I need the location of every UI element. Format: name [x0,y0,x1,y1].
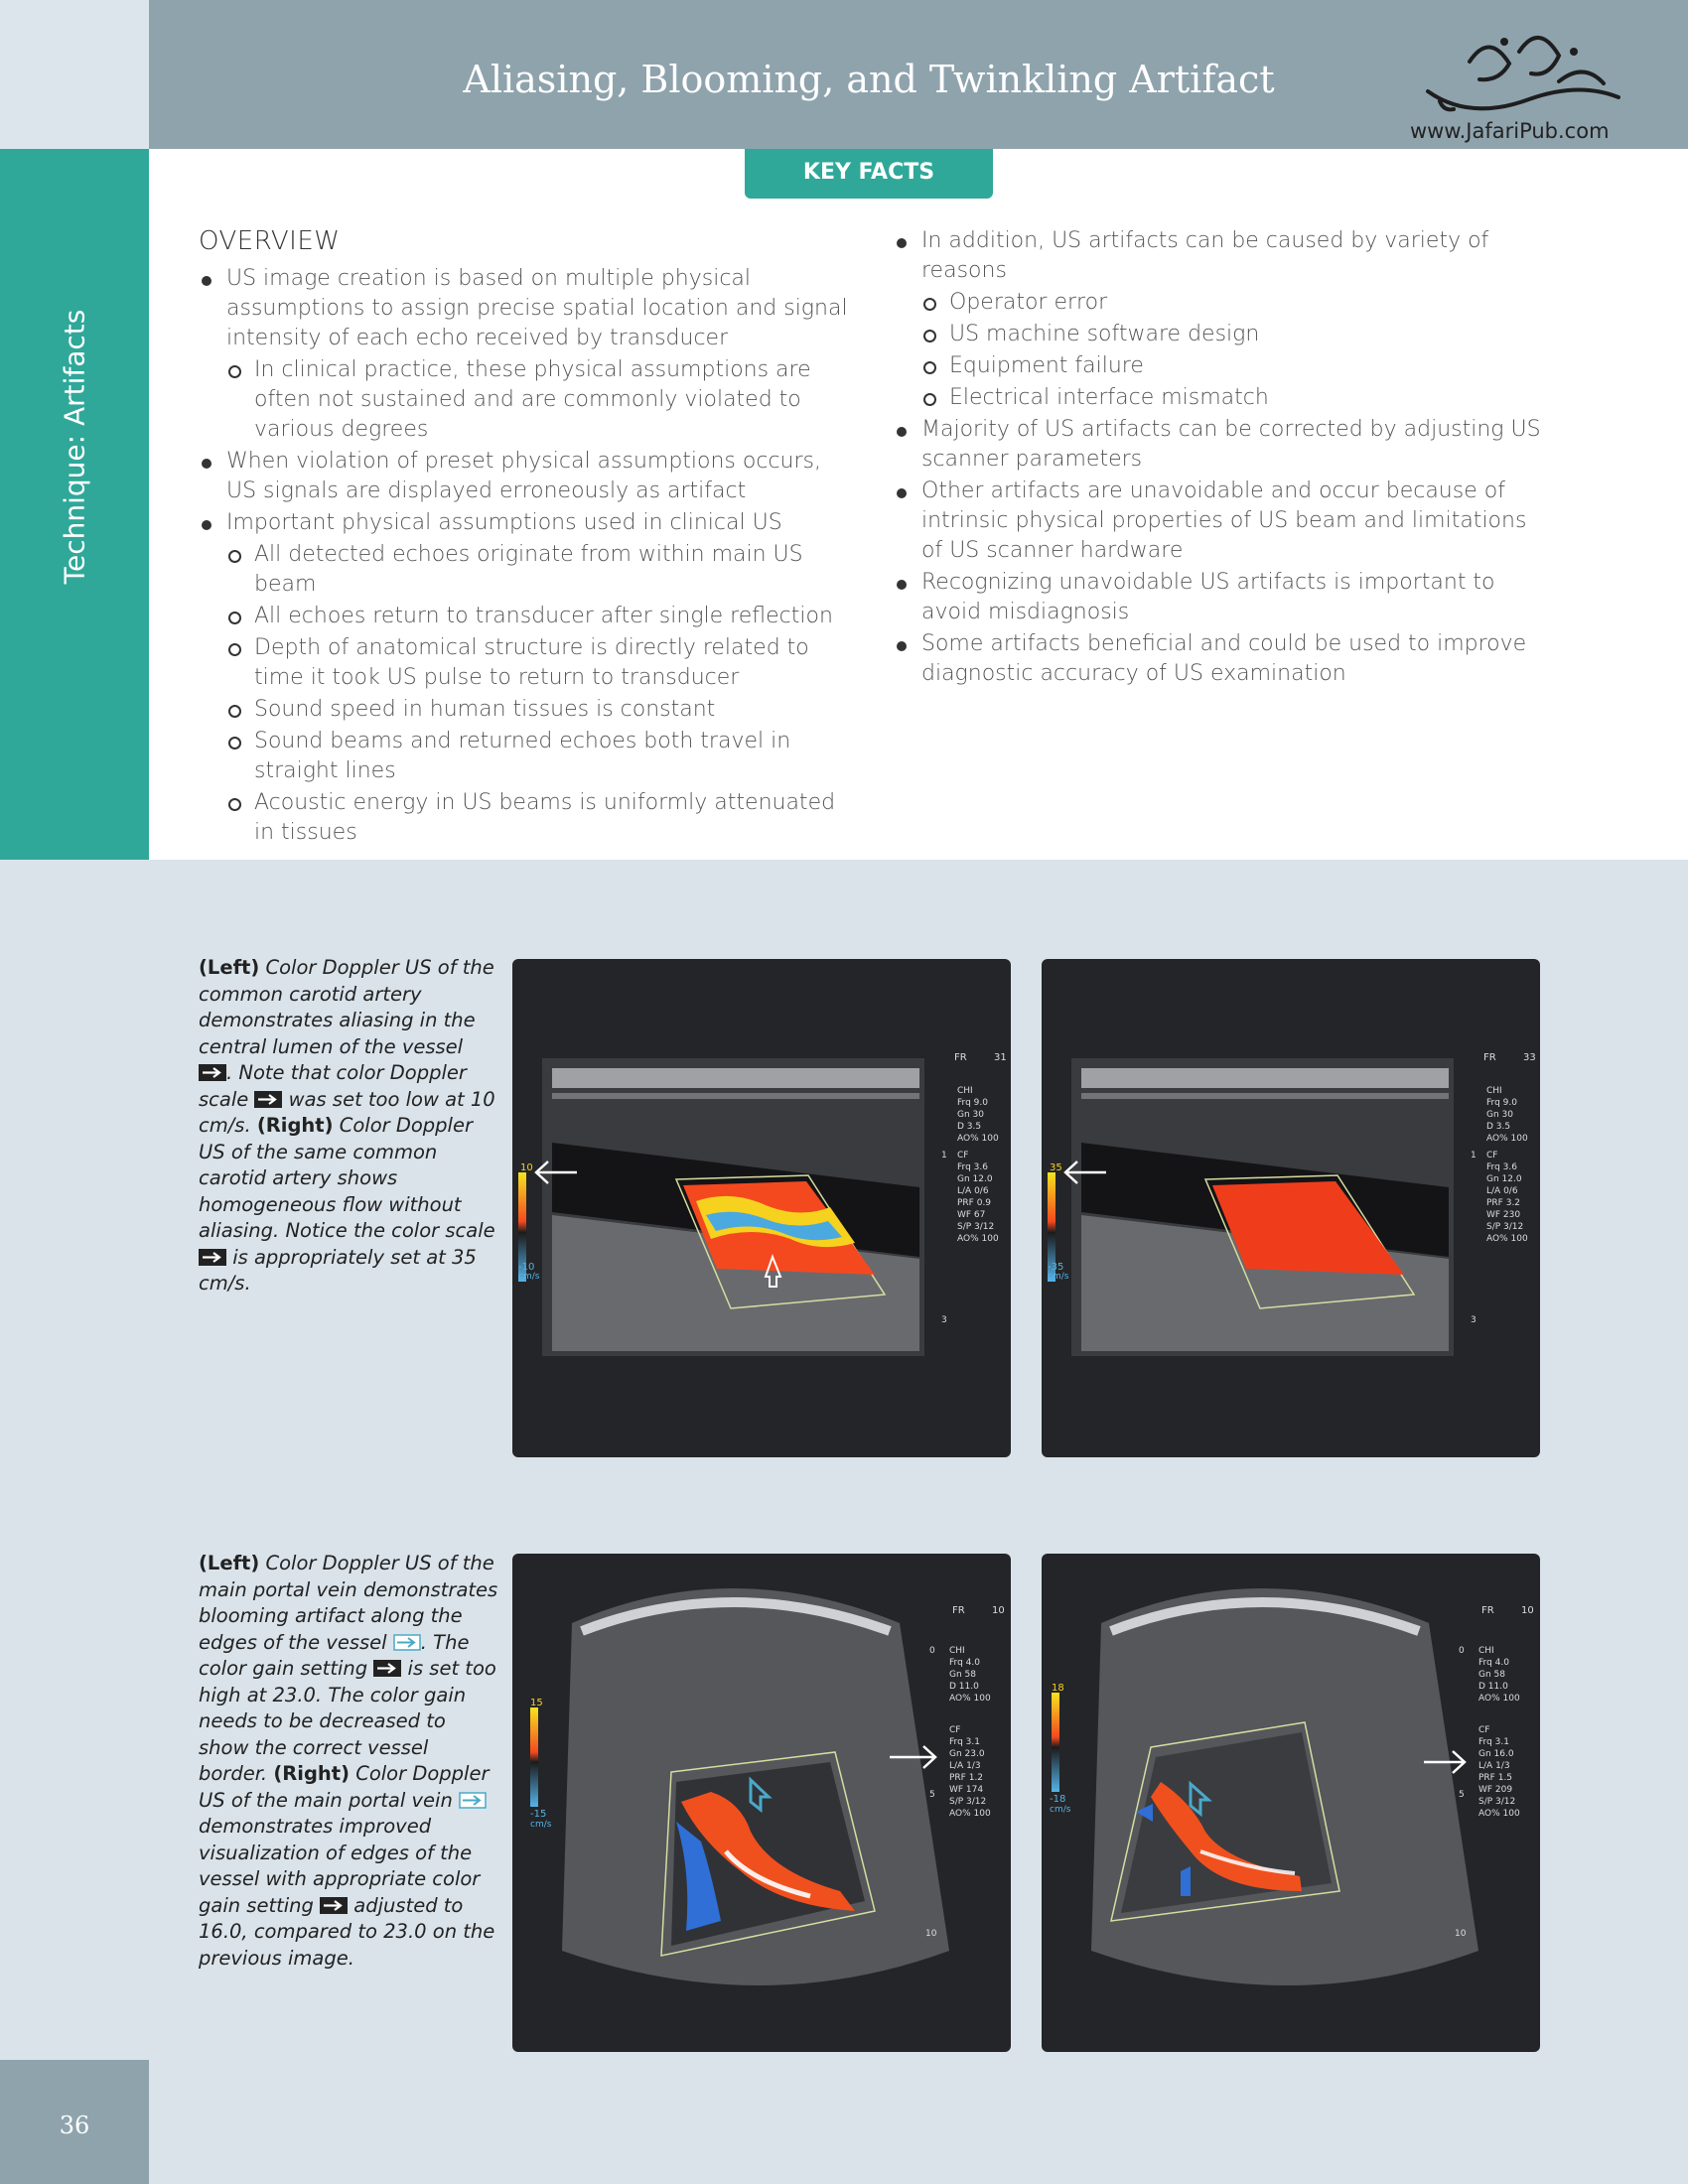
depth-marker: 1 [941,1151,947,1160]
caption-text: Color Doppler US of the main portal vein [199,1762,490,1812]
color-scale-bottom: -10 [518,1262,535,1273]
color-scale-top: 10 [520,1162,533,1173]
svg-text:Gn 30: Gn 30 [957,1110,984,1120]
open-arrow-marker-icon [459,1792,487,1809]
svg-text:PRF 3.2: PRF 3.2 [1486,1198,1521,1208]
key-facts-badge: KEY FACTS [745,149,993,199]
svg-text:CF: CF [957,1151,969,1160]
depth-marker: 10 [925,1929,937,1939]
arrow-marker-icon [199,1064,226,1081]
caption-text: demonstrates improved visualization of edges of the vessel with appropriate color gain setting [199,1815,481,1917]
svg-text:CF: CF [1486,1151,1498,1160]
caption-left-tag: (Left) [199,956,260,979]
color-scale-bottom: -18 [1050,1794,1066,1805]
frame-rate-value: 10 [992,1605,1005,1616]
color-scale-unit: cm/s [1050,1805,1071,1815]
figure-1-caption [199,955,496,1297]
svg-text:AO% 100: AO% 100 [957,1134,999,1144]
svg-text:L/A 1/3: L/A 1/3 [1478,1761,1510,1771]
list-item-text: US image creation is based on multiple physical assumptions to assign precise spatial location and signal intensity of each echo received by transducer [226,266,848,350]
caption-text: Color Doppler US of the same common carotid artery shows homogeneous flow without aliasing. Notice the color scale [199,1114,495,1242]
svg-text:S/P 3/12: S/P 3/12 [957,1222,995,1232]
page-title: Aliasing, Blooming, and Twinkling Artifact [463,58,1275,101]
arrow-marker-icon [373,1660,401,1677]
svg-text:Gn 23.0: Gn 23.0 [949,1749,985,1759]
svg-text:Gn 58: Gn 58 [1478,1670,1505,1680]
color-scale-top: 15 [530,1698,543,1708]
list-subitem: Sound speed in human tissues is constant [226,695,854,725]
caption-text: is appropriately set at 35 cm/s. [199,1245,477,1295]
list-item [894,226,1549,413]
list-item: Other artifacts are unavoidable and occur because of intrinsic physical properties of US beam and limitations of US scanner hardware [894,477,1549,566]
svg-text:D 3.5: D 3.5 [957,1122,982,1132]
arrow-marker-icon [199,1249,226,1266]
svg-text:CHI: CHI [957,1086,973,1096]
ultrasound-portal-vein-improved [1042,1554,1540,2052]
frame-rate-label: FR [952,1605,965,1616]
scanner-parameters [949,1646,991,1819]
list-subitem: Acoustic energy in US beams is uniformly attenuated in tissues [226,788,854,848]
svg-text:AO% 100: AO% 100 [1478,1809,1520,1819]
depth-marker: 0 [929,1646,935,1656]
color-scale-unit: cm/s [1048,1272,1069,1282]
svg-text:CHI: CHI [1478,1646,1494,1656]
svg-text:AO% 100: AO% 100 [949,1694,991,1704]
svg-text:CF: CF [1478,1725,1490,1735]
svg-text:D 3.5: D 3.5 [1486,1122,1511,1132]
caption-text: adjusted to 16.0, compared to 23.0 on the previous image. [199,1893,495,1970]
color-scale-unit: cm/s [530,1820,552,1830]
open-arrow-marker-icon [393,1634,421,1651]
caption-right-tag: (Right) [273,1762,351,1785]
depth-marker: 0 [1459,1646,1465,1656]
svg-text:L/A 1/3: L/A 1/3 [949,1761,981,1771]
svg-text:CHI: CHI [1486,1086,1502,1096]
list-item-text: Important physical assumptions used in clinical US [226,510,782,535]
list-subitem: Depth of anatomical structure is directly related to time it took US pulse to return to transducer [226,633,854,693]
caption-text: . The color gain setting [199,1630,470,1680]
list-subitem: All detected echoes originate from within main US beam [226,540,854,600]
svg-text:L/A 0/6: L/A 0/6 [1486,1186,1518,1196]
list-subitem: In clinical practice, these physical assumptions are often not sustained and are commonly violated to various degrees [226,355,854,445]
svg-text:D 11.0: D 11.0 [1478,1682,1508,1692]
svg-text:AO% 100: AO% 100 [957,1234,999,1244]
color-scale-top: 18 [1052,1683,1064,1694]
svg-text:PRF 1.2: PRF 1.2 [949,1773,984,1783]
color-scale-top: 35 [1050,1162,1062,1173]
svg-text:Frq 3.6: Frq 3.6 [957,1162,988,1172]
svg-text:Gn 12.0: Gn 12.0 [1486,1174,1522,1184]
arrow-marker-icon [320,1897,348,1914]
corner-block [0,0,149,149]
color-scale-bottom: -35 [1048,1262,1064,1273]
list-item: Recognizing unavoidable US artifacts is important to avoid misdiagnosis [894,568,1549,627]
svg-text:CHI: CHI [949,1646,965,1656]
caption-text: Color Doppler US of the common carotid artery demonstrates aliasing in the central lumen of the vessel [199,956,494,1058]
caption-text: . Note that color Doppler scale [199,1061,467,1111]
ultrasound-portal-vein-blooming [512,1554,1011,2052]
caption-text: was set too low at 10 cm/s. [199,1087,495,1137]
caption-right-tag: (Right) [256,1114,334,1137]
svg-text:PRF 1.5: PRF 1.5 [1478,1773,1513,1783]
scanner-parameters [957,1086,999,1244]
page-number: 36 [59,2112,90,2139]
svg-text:Frq 4.0: Frq 4.0 [949,1658,980,1668]
list-item: Majority of US artifacts can be corrected by adjusting US scanner parameters [894,415,1549,475]
caption-text: is set too high at 23.0. The color gain needs to be decreased to show the correct vessel border. [199,1657,496,1785]
list-item-text: In addition, US artifacts can be caused by variety of reasons [921,228,1489,283]
svg-text:PRF 0.9: PRF 0.9 [957,1198,992,1208]
svg-text:AO% 100: AO% 100 [949,1809,991,1819]
key-facts-left-column [199,226,854,850]
ultrasound-carotid-no-aliasing [1042,959,1540,1457]
svg-text:Frq 4.0: Frq 4.0 [1478,1658,1509,1668]
svg-text:S/P 3/12: S/P 3/12 [1478,1797,1516,1807]
depth-marker: 3 [1471,1315,1477,1325]
svg-text:Gn 30: Gn 30 [1486,1110,1513,1120]
svg-text:AO% 100: AO% 100 [1478,1694,1520,1704]
caption-text: Color Doppler US of the main portal vein demonstrates blooming artifact along the edges of the vessel [199,1552,498,1654]
depth-marker: 1 [1471,1151,1477,1160]
svg-text:Frq 3.6: Frq 3.6 [1486,1162,1517,1172]
section-side-tab [0,149,149,860]
list-item: When violation of preset physical assumptions occurs, US signals are displayed erroneously as artifact [199,447,854,506]
list-subitem: Equipment failure [921,351,1549,381]
svg-text:AO% 100: AO% 100 [1486,1234,1528,1244]
depth-marker: 10 [1455,1929,1467,1939]
overview-heading: OVERVIEW [199,226,341,256]
list-subitem: Operator error [921,288,1549,318]
color-scale-unit: cm/s [518,1272,540,1282]
depth-marker: 5 [929,1790,935,1800]
scanner-parameters [1478,1646,1520,1819]
list-subitem: Sound beams and returned echoes both travel in straight lines [226,727,854,786]
svg-text:Frq 3.1: Frq 3.1 [1478,1737,1509,1747]
ultrasound-carotid-aliasing [512,959,1011,1457]
caption-left-tag: (Left) [199,1552,260,1574]
svg-text:Frq 3.1: Frq 3.1 [949,1737,980,1747]
list-subitem: US machine software design [921,320,1549,349]
list-subitem: All echoes return to transducer after single reflection [226,602,854,631]
scanner-parameters [1486,1086,1528,1244]
list-subitem: Electrical interface mismatch [921,383,1549,413]
figure-2-caption [199,1551,501,1972]
svg-text:S/P 3/12: S/P 3/12 [1486,1222,1524,1232]
section-tab-label: Technique: Artifacts [58,309,91,585]
svg-text:Gn 58: Gn 58 [949,1670,976,1680]
svg-text:Frq 9.0: Frq 9.0 [957,1098,988,1108]
svg-text:AO% 100: AO% 100 [1486,1134,1528,1144]
frame-rate-value: 31 [994,1052,1007,1063]
list-item [199,264,854,445]
list-item [199,508,854,848]
arrow-marker-icon [254,1091,282,1108]
svg-text:WF 230: WF 230 [1486,1210,1521,1220]
overview-list [199,264,854,848]
svg-text:L/A 0/6: L/A 0/6 [957,1186,989,1196]
depth-marker: 3 [941,1315,947,1325]
list-item: Some artifacts beneficial and could be used to improve diagnostic accuracy of US examination [894,629,1549,689]
svg-text:Gn 12.0: Gn 12.0 [957,1174,993,1184]
frame-rate-label: FR [954,1052,967,1063]
overview-list-continued [894,226,1549,689]
svg-text:WF 174: WF 174 [949,1785,984,1795]
svg-text:CF: CF [949,1725,961,1735]
frame-rate-value: 33 [1523,1052,1536,1063]
frame-rate-label: FR [1483,1052,1496,1063]
svg-text:D 11.0: D 11.0 [949,1682,979,1692]
depth-marker: 5 [1459,1790,1465,1800]
svg-text:Frq 9.0: Frq 9.0 [1486,1098,1517,1108]
frame-rate-value: 10 [1521,1605,1534,1616]
svg-text:WF 67: WF 67 [957,1210,986,1220]
svg-text:WF 209: WF 209 [1478,1785,1513,1795]
publisher-url: www.JafariPub.com [1410,119,1610,143]
color-scale-bottom: -15 [530,1809,547,1820]
key-facts-right-column [894,226,1549,691]
frame-rate-label: FR [1481,1605,1494,1616]
svg-text:Gn 16.0: Gn 16.0 [1478,1749,1514,1759]
svg-text:S/P 3/12: S/P 3/12 [949,1797,987,1807]
